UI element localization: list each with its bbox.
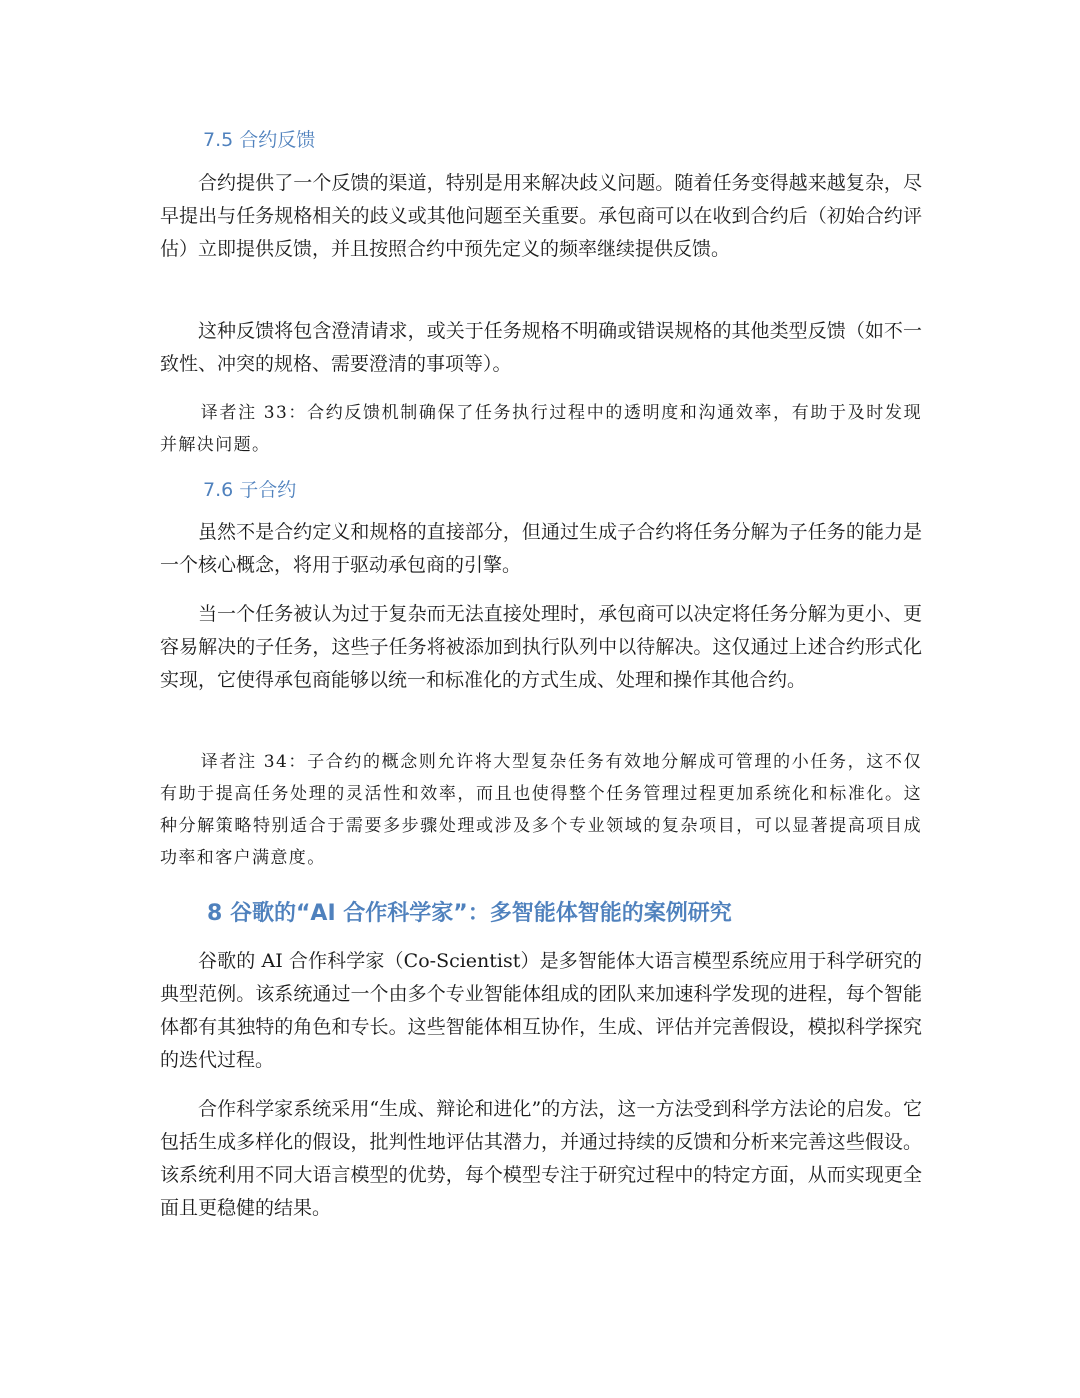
paragraph: 虽然不是合约定义和规格的直接部分，但通过生成子合约将任务分解为子任务的能力是一个核心概念，将用于驱动承包商的引擎。: [160, 521, 922, 576]
translator-note: 译者注 33：合约反馈机制确保了任务执行过程中的透明度和沟通效率，有助于及时发现并解决问题。: [160, 403, 922, 455]
section-heading-7-6: 7.6 子合约: [203, 479, 297, 501]
section-heading-7-5: 7.5 合约反馈: [203, 129, 316, 151]
translator-note: 译者注 34：子合约的概念则允许将大型复杂任务有效地分解成可管理的小任务，这不仅有助于提高任务处理的灵活性和效率，而且也使得整个任务管理过程更加系统化和标准化。这种分解策略特别适合于需要多步骤处理或涉及多个专业领域的复杂项目，可以显著提高项目成功率和客户满意度。: [160, 752, 922, 868]
paragraph: 合作科学家系统采用“生成、辩论和进化”的方法，这一方法受到科学方法论的启发。它包括生成多样化的假设，批判性地评估其潜力，并通过持续的反馈和分析来完善这些假设。该系统利用不同大语言模型的优势，每个模型专注于研究过程中的特定方面，从而实现更全面且更稳健的结果。: [160, 1098, 922, 1219]
section-7-6-paragraph-2: [160, 598, 922, 697]
paragraph: 合约提供了一个反馈的渠道，特别是用来解决歧义问题。随着任务变得越来越复杂，尽早提出与任务规格相关的歧义或其他问题至关重要。承包商可以在收到合约后（初始合约评估）立即提供反馈，并且按照合约中预先定义的频率继续提供反馈。: [160, 172, 922, 260]
paragraph: 当一个任务被认为过于复杂而无法直接处理时，承包商可以决定将任务分解为更小、更容易解决的子任务，这些子任务将被添加到执行队列中以待解决。这仅通过上述合约形式化实现，它使得承包商能够以统一和标准化的方式生成、处理和操作其他合约。: [160, 603, 922, 691]
section-8-paragraph-1: [160, 945, 922, 1077]
section-heading-8: 8 谷歌的“AI 合作科学家”：多智能体智能的案例研究: [207, 901, 732, 926]
section-8-paragraph-2: [160, 1093, 922, 1225]
section-7-5-paragraph-1: [160, 167, 922, 266]
paragraph: 这种反馈将包含澄清请求，或关于任务规格不明确或错误规格的其他类型反馈（如不一致性、冲突的规格、需要澄清的事项等）。: [160, 320, 922, 375]
translator-note-34: [160, 746, 922, 874]
section-7-5-paragraph-2: [160, 315, 922, 381]
section-7-6-paragraph-1: [160, 516, 922, 582]
paragraph: 谷歌的 AI 合作科学家（Co-Scientist）是多智能体大语言模型系统应用于科学研究的典型范例。该系统通过一个由多个专业智能体组成的团队来加速科学发现的进程，每个智能体都有其独特的角色和专长。这些智能体相互协作，生成、评估并完善假设，模拟科学探究的迭代过程。: [160, 950, 922, 1071]
translator-note-33: [160, 397, 922, 461]
